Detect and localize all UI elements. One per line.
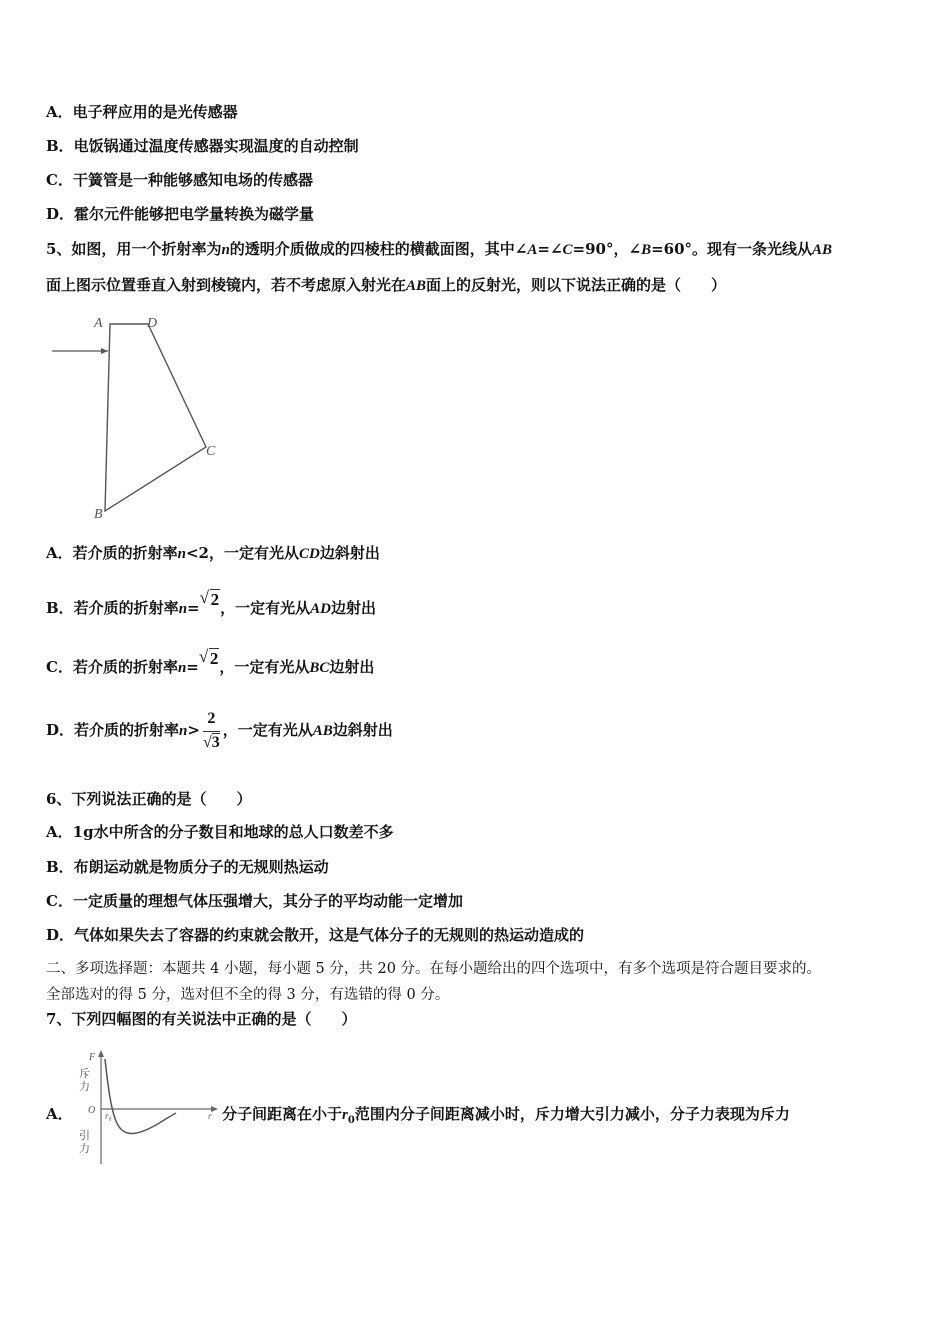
label-a: A [94,316,103,331]
q5-prism-figure [46,305,236,525]
q7-molecular-force-graph [76,1047,221,1167]
prism-outline [105,324,206,511]
label-attraction-2: 力 [79,1143,90,1155]
force-curve [105,1059,176,1134]
q6-option-d: D．气体如果失去了容器的约束就会散开，这是气体分子的无规则的热运动造成的 [46,926,585,944]
q6-option-a: A．1g水中所含的分子数目和地球的总人口数差不多 [46,823,394,841]
q7-option-a-label: A． [46,1105,73,1123]
fraction-2-over-root3: $\frac{2}{√3}$ [202,710,220,751]
q5-option-d: D．若介质的折射率n> $\frac{2}{√3}$ ，一定有光从AB边斜射出 [46,710,393,751]
label-repulsion-2: 力 [79,1081,90,1093]
q5-stem-line1: 5、如图，用一个折射率为n的透明介质做成的四棱柱的横截面图，其中∠A=∠C=90°，∠B=60°。现有一条光线从AB [46,240,833,258]
label-f: F [89,1052,96,1063]
sqrt-2-c: √ 2 [198,647,219,668]
q6-option-c: C．一定质量的理想气体压强增大，其分子的平均动能一定增加 [46,892,463,910]
q6-stem: 6、下列说法正确的是（ ） [46,790,252,808]
distance-axis-arrow [211,1106,218,1112]
sqrt-2-b: √ 2 [199,588,220,609]
label-r: r [208,1111,212,1121]
q4-option-d: D．霍尔元件能够把电学量转换为磁学量 [46,205,315,223]
label-attraction-1: 引 [79,1130,90,1142]
label-b: B [94,507,103,522]
q4-option-c: C．干簧管是一种能够感知电场的传感器 [46,171,313,189]
incident-arrow-head [101,348,108,354]
force-axis-arrow [98,1050,104,1057]
q4-option-a: A．电子秤应用的是光传感器 [46,103,238,121]
q5-option-c: C．若介质的折射率n= √ 2，一定有光从BC边射出 [46,647,375,676]
label-origin: O [88,1105,96,1116]
label-r0: r₀ [105,1111,112,1121]
q5-option-b: B．若介质的折射率n= √ 2，一定有光从AD边射出 [46,588,376,617]
q6-option-b: B．布朗运动就是物质分子的无规则热运动 [46,858,329,876]
q7-stem: 7、下列四幅图的有关说法中正确的是（ ） [46,1010,357,1028]
label-c: C [206,444,216,459]
label-d: D [147,316,158,331]
q4-option-b: B．电饭锅通过温度传感器实现温度的自动控制 [46,137,359,155]
section2-instructions-line2: 全部选对的得 5 分，选对但不全的得 3 分，有选错的得 0 分。 [46,987,450,1003]
q5-option-a: A．若介质的折射率n<2，一定有光从CD边斜射出 [46,544,380,562]
section2-instructions-line1: 二、多项选择题：本题共 4 小题，每小题 5 分，共 20 分。在每小题给出的四个选项中，有多个选项是符合题目要求的。 [46,961,822,977]
q5-stem-line2: 面上图示位置垂直入射到棱镜内，若不考虑原入射光在AB面上的反射光，则以下说法正确的是（ ） [46,276,727,294]
q7-option-a-text: 分子间距离在小于$r_0$范围内分子间距离减小时，斥力增大引力减小，分子力表现为斥力 [222,1105,790,1126]
label-repulsion-1: 斥 [79,1068,90,1080]
